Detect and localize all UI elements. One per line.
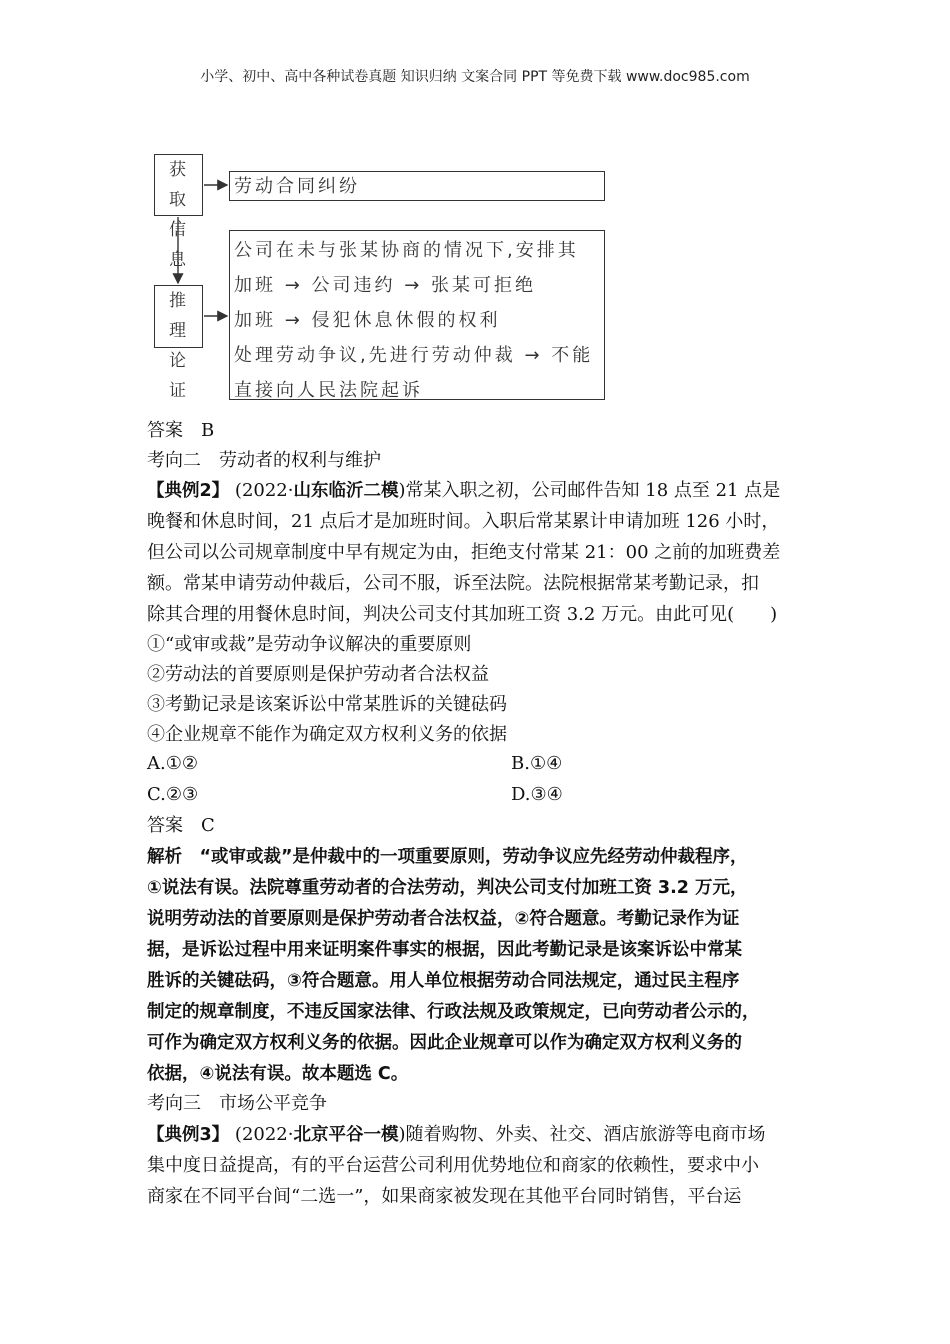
example-2-line: 但公司以公司规章制度中早有规定为由，拒绝支付常某 21：00 之前的加班费差 [147,542,781,563]
example-3-line: 随着购物、外卖、社交、酒店旅游等电商市场 [405,1124,766,1145]
box-reasoning-line1: 推理 [169,291,192,341]
example-3-tag: 【典例3】 [147,1125,230,1145]
result-2-line: 加班 → 侵犯休息休假的权利 [234,310,501,331]
example-2-line: 常某入职之初，公司邮件告知 18 点至 21 点是 [405,480,781,501]
statement-1: ①“或审或裁”是劳动争议解决的重要原则 [147,634,472,655]
analysis-line: 解析 “或审或裁”是仲裁中的一项重要原则，劳动争议应先经劳动仲裁程序， [147,847,748,867]
result-2-line: 公司在未与张某协商的情况下,安排其 [234,240,579,261]
option-a: A.①② [147,753,198,774]
example-3-source-pre: (2022· [234,1124,294,1145]
example-3-line: 集中度日益提高，有的平台运营公司利用优势地位和商家的依赖性，要求中小 [147,1155,759,1176]
analysis-line: 说明劳动法的首要原则是保护劳动者合法权益，②符合题意。考勤记录作为证 [147,909,740,929]
example-2-tag: 【典例2】 [147,481,230,501]
answer-2: 答案 C [147,815,215,836]
example-2-source-place: 山东临沂二模 [293,481,399,501]
box-get-info-line1: 获取 [169,160,192,210]
option-c: C.②③ [147,784,199,805]
analysis-line: 胜诉的关键砝码，③符合题意。用人单位根据劳动合同法规定，通过民主程序 [147,971,740,991]
box-get-info-line2: 信息 [169,220,192,270]
section-2-title: 考向二 劳动者的权利与维护 [147,450,381,471]
result-2-line: 加班 → 公司违约 → 张某可拒绝 [234,275,537,296]
analysis-line: 依据，④说法有误。故本题选 C。 [147,1064,409,1084]
statement-2: ②劳动法的首要原则是保护劳动者合法权益 [147,664,489,685]
page-header: 小学、初中、高中各种试卷真题 知识归纳 文案合同 PPT 等免费下载 www.doc985.com [200,69,750,85]
analysis-line: ①说法有误。法院尊重劳动者的合法劳动，判决公司支付加班工资 3.2 万元， [147,878,748,898]
analysis-line: 可作为确定双方权利义务的依据。因此企业规章可以作为确定双方权利义务的 [147,1033,742,1053]
section-3-title: 考向三 市场公平竞争 [147,1093,327,1114]
analysis-line: 据，是诉讼过程中用来证明案件事实的根据，因此考勤记录是该案诉讼中常某 [147,940,742,960]
statement-4: ④企业规章不能作为确定双方权利义务的依据 [147,724,507,745]
example-3-line: 商家在不同平台间“二选一”，如果商家被发现在其他平台同时销售，平台运 [147,1186,742,1207]
example-3-source-post: ) [398,1124,406,1145]
result-1-text: 劳动合同纠纷 [234,176,360,197]
example-3-first-line [147,1120,766,1150]
statement-3: ③考勤记录是该案诉讼中常某胜诉的关键砝码 [147,694,507,715]
example-2-line: 额。常某申请劳动仲裁后，公司不服，诉至法院。法院根据常某考勤记录，扣 [147,573,759,594]
example-3-source-place: 北京平谷一模 [293,1125,399,1145]
analysis-line: 制定的规章制度，不违反国家法律、行政法规及政策规定，已向劳动者公示的， [147,1002,760,1022]
example-2-source-pre: (2022· [234,480,294,501]
example-2-line: 除其合理的用餐休息时间，判决公司支付其加班工资 3.2 万元。由此可见( ) [147,604,778,625]
option-d: D.③④ [511,784,563,805]
box-reasoning-line2: 论证 [169,351,192,401]
example-2-first-line [147,476,780,506]
example-2-source-post: ) [398,480,406,501]
diagram-arrows [0,0,950,420]
result-2-line: 直接向人民法院起诉 [234,380,423,401]
answer-1: 答案 B [147,420,215,441]
option-b: B.①④ [511,753,563,774]
result-2-line: 处理劳动争议,先进行劳动仲裁 → 不能 [234,345,594,366]
example-2-line: 晚餐和休息时间，21 点后才是加班时间。入职后常某累计申请加班 126 小时， [147,511,780,532]
